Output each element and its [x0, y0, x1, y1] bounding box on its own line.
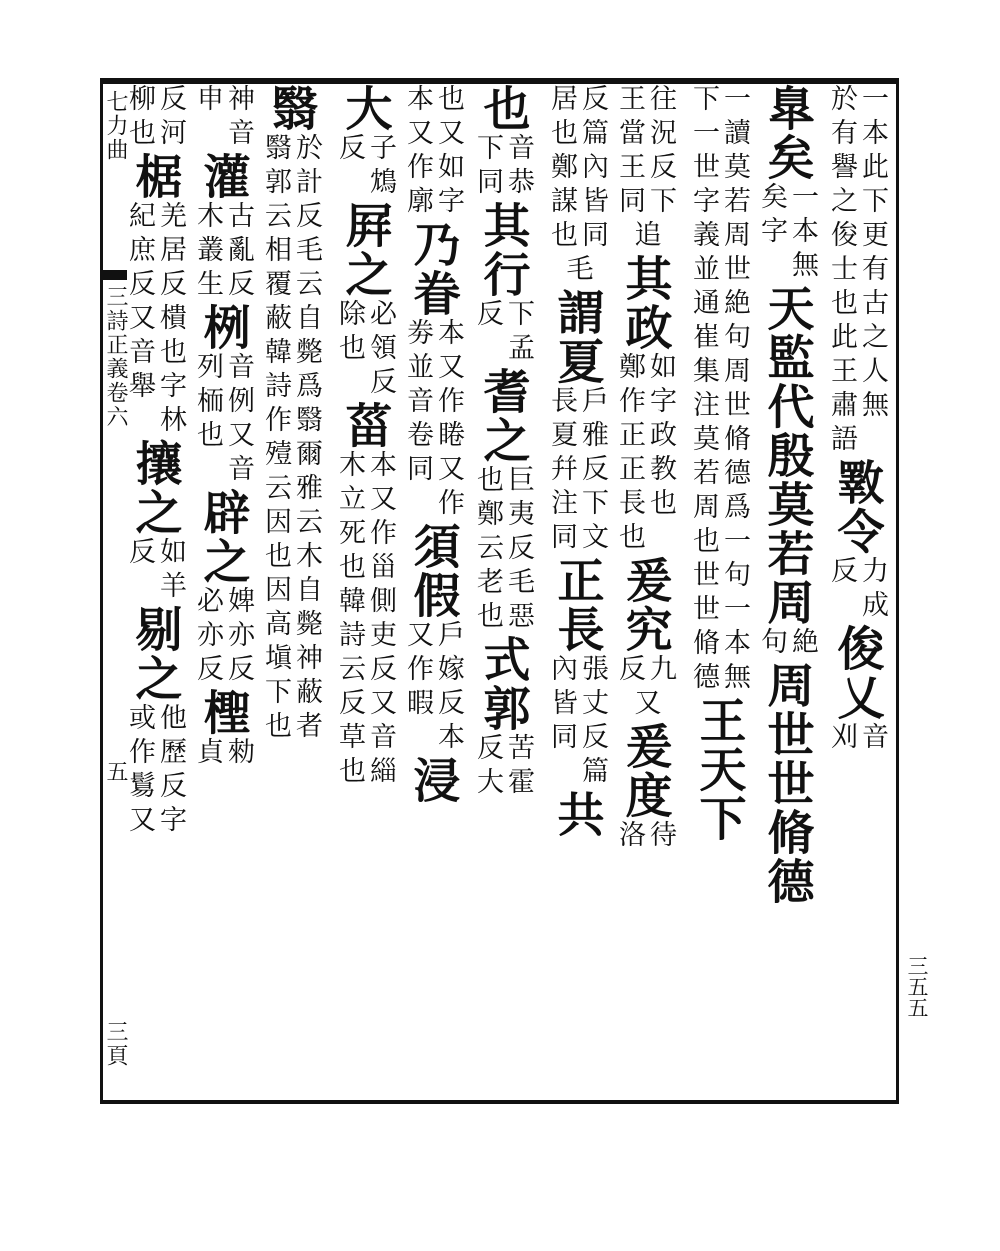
margin-top-label: 七力曲 — [103, 90, 128, 162]
annotation-right-line: 音恭 — [503, 133, 534, 201]
annotation-pair — [828, 84, 886, 458]
annotation-right-line: 勑 — [223, 737, 254, 771]
annotation-left-line: 王當王同 — [614, 84, 645, 220]
annotation-right-line: 如羊 — [155, 537, 186, 605]
headword-text: 栵 — [195, 303, 251, 352]
annotation-right-line: 他歷反字 — [155, 703, 186, 839]
annotation-pair — [629, 220, 661, 254]
annotation-pair — [616, 84, 674, 220]
annotation-left-line: 內皆同 — [546, 654, 577, 756]
annotation-left-line: 居也鄭謀也 — [546, 84, 577, 254]
headword-text: 須假 — [405, 522, 461, 620]
annotation-pair — [404, 318, 462, 522]
annotation-right-line: 於計反毛云自斃爲翳爾雅云木自斃神蔽者 — [291, 133, 322, 745]
annotation-right-line: 必領反 — [365, 299, 396, 401]
margin-bottom-label: 三頁 — [103, 1020, 128, 1068]
annotation-pair — [690, 84, 748, 696]
headword-text: 謂夏 — [549, 288, 605, 386]
headword-text: 俊乂 — [829, 624, 885, 722]
annotation-right-line: 巨夷反毛惡 — [503, 465, 534, 635]
annotation-pair — [616, 352, 674, 556]
annotation-left-line: 也鄭云老也 — [472, 465, 503, 635]
annotation-left-line: 紀庶反又音舉 — [124, 201, 155, 405]
headword-text: 菑 — [337, 401, 393, 450]
annotation-left-line: 長夏幷注同 — [546, 386, 577, 556]
headword-text: 灌 — [195, 152, 251, 201]
annotation-pair — [262, 133, 320, 745]
annotation-right-line: 一本此下更有古之人無 — [857, 84, 888, 424]
annotation-right-line: 下孟 — [503, 299, 534, 367]
left-border-rule — [100, 78, 103, 1104]
annotation-pair — [126, 537, 184, 605]
annotation-pair — [548, 84, 606, 254]
headword-text: 天監代殷莫若周 — [759, 284, 815, 627]
annotation-left-line: 或作鬄又 — [124, 703, 155, 839]
annotation-pair — [828, 722, 886, 756]
bottom-border-rule — [100, 1100, 898, 1104]
headword-text: 耆之 — [475, 367, 531, 465]
headword-text: 浸 — [405, 756, 461, 805]
annotation-pair — [828, 556, 886, 624]
headword-text: 其政 — [617, 254, 673, 352]
text-column — [616, 84, 674, 854]
headword-text: 爰究 — [617, 556, 673, 654]
headword-text: 攘之 — [127, 439, 183, 537]
annotation-pair — [194, 352, 252, 488]
annotation-left-line: 劵並音卷同 — [402, 318, 433, 488]
headword-text: 也 — [475, 84, 531, 133]
headword-text: 椐 — [127, 152, 183, 201]
annotation-pair — [126, 84, 184, 152]
annotation-left-line: 反 — [614, 654, 645, 688]
annotation-left-line: 木立死也韓詩云反草也 — [334, 450, 365, 790]
headword-text: 檉 — [195, 688, 251, 737]
annotation-pair — [336, 450, 394, 790]
text-column — [262, 84, 320, 745]
headword-text: 大 — [337, 84, 393, 133]
text-column — [828, 84, 886, 756]
annotation-right-line: 待 — [645, 820, 676, 854]
annotation-right-line: 戶雅反下文 — [577, 386, 608, 556]
annotation-left-line: 列栭也 — [192, 352, 223, 454]
annotation-pair — [404, 84, 462, 220]
annotation-left-line: 翳郭云相覆蔽韓詩作殪云因也因高塡下也 — [260, 133, 291, 745]
annotation-left-line: 反 — [124, 537, 155, 571]
annotation-left-line: 貞 — [192, 737, 223, 771]
annotation-pair — [561, 254, 593, 288]
annotation-right-line: 神音 — [223, 84, 254, 152]
annotation-left-line: 柳也 — [124, 84, 155, 152]
annotation-left-line: 反 — [334, 133, 365, 167]
page-number: 三五五 — [905, 955, 929, 1018]
text-column — [690, 84, 748, 843]
text-column — [336, 84, 394, 790]
headword-text: 其行 — [475, 201, 531, 299]
annotation-pair — [194, 737, 252, 771]
right-border-rule — [896, 78, 899, 1104]
headword-text: 辟之 — [195, 488, 251, 586]
annotation-right-line: 絶 — [787, 627, 818, 661]
annotation-left-line: 反 — [472, 299, 503, 333]
annotation-pair — [336, 133, 394, 201]
headword-text: 剔之 — [127, 605, 183, 703]
annotation-right-line: 本又作睠又作 — [433, 318, 464, 522]
annotation-left-line: 反大 — [472, 733, 503, 801]
annotation-left-line: 本又作廓 — [402, 84, 433, 220]
annotation-right-line: 反河 — [155, 84, 186, 152]
annotation-right-line: 音 — [857, 722, 888, 756]
annotation-pair — [616, 654, 674, 688]
annotation-right-line: 苦霍 — [503, 733, 534, 801]
annotation-left-line: 下同 — [472, 133, 503, 201]
annotation-left-line: 於有譽之俊士也此王肅語 — [826, 84, 857, 458]
text-column — [194, 84, 252, 771]
annotation-left-line: 句 — [756, 627, 787, 661]
annotation-pair — [616, 820, 674, 854]
headword-text: 臯矣 — [759, 84, 815, 182]
headword-text: 爰度 — [617, 722, 673, 820]
annotation-left-line: 洛 — [614, 820, 645, 854]
margin-book-title: 三詩正義卷六 — [103, 285, 128, 429]
annotation-right-line: 戶嫁反本 — [433, 620, 464, 756]
annotation-pair — [336, 299, 394, 401]
headword-text: 周世世脩德 — [759, 661, 815, 906]
annotation-right-line: 本又作甾側吏反又音緇 — [365, 450, 396, 790]
annotation-left-line: 必亦反 — [192, 586, 223, 688]
annotation-right-line: 力成 — [857, 556, 888, 624]
annotation-right-line: 一本無 — [787, 182, 818, 284]
text-column — [404, 84, 462, 805]
headword-text: 斁 — [829, 458, 885, 507]
annotation-pair — [126, 201, 184, 439]
annotation-right-line: 古亂反 — [223, 201, 254, 303]
text-column — [126, 84, 184, 839]
annotation-right-line: 音例又音 — [223, 352, 254, 488]
headword-text: 乃眷 — [405, 220, 461, 318]
annotation-right-line: 毛 — [561, 254, 593, 288]
annotation-pair — [474, 733, 532, 801]
annotation-left-line: 又作暇 — [402, 620, 433, 722]
annotation-pair — [474, 299, 532, 367]
annotation-right-line: 反篇內皆同 — [577, 84, 608, 254]
margin-folio: 五 — [103, 760, 128, 784]
annotation-pair — [404, 620, 462, 756]
annotation-right-line: 往況反下 — [645, 84, 676, 220]
headword-text: 翳 — [263, 84, 319, 133]
annotation-pair — [474, 465, 532, 635]
headword-text: 共 — [549, 790, 605, 839]
annotation-right-line: 如字政教也 — [645, 352, 676, 522]
annotation-pair — [758, 182, 816, 284]
headword-text: 王天下 — [691, 696, 747, 843]
annotation-pair — [194, 586, 252, 688]
headword-text: 令 — [829, 507, 885, 556]
annotation-pair — [194, 201, 252, 303]
annotation-left-line: 刈 — [826, 722, 857, 756]
text-column — [758, 84, 816, 906]
annotation-left-line: 除也 — [334, 299, 365, 367]
headword-text: 式郭 — [475, 635, 531, 733]
annotation-right-line: 又 — [629, 688, 661, 722]
annotation-pair — [548, 654, 606, 790]
headword-text: 正長 — [549, 556, 605, 654]
annotation-left-line: 矣字 — [756, 182, 787, 250]
annotation-left-line: 鄭作正正長也 — [614, 352, 645, 556]
annotation-right-line: 也又如字 — [433, 84, 464, 220]
annotation-left-line: 反 — [826, 556, 857, 590]
annotation-right-line: 張丈反篇 — [577, 654, 608, 790]
annotation-pair — [126, 703, 184, 839]
annotation-right-line: 婢亦反 — [223, 586, 254, 688]
annotation-pair — [758, 627, 816, 661]
annotation-pair — [194, 84, 252, 152]
annotation-pair — [548, 386, 606, 556]
headword-text: 屛之 — [337, 201, 393, 299]
annotation-left-line: 下一世字義並通崔集注莫若周也世世脩德 — [688, 84, 719, 696]
annotation-right-line: 子鴆 — [365, 133, 396, 201]
annotation-pair — [474, 133, 532, 201]
annotation-left-line: 申 — [192, 84, 223, 118]
annotation-pair — [629, 688, 661, 722]
annotation-right-line: 追 — [629, 220, 661, 254]
annotation-right-line: 一讀莫若周世絶句周世脩德爲一句一本無 — [719, 84, 750, 696]
text-column — [474, 84, 532, 801]
annotation-right-line: 羌居反樻也字林 — [155, 201, 186, 439]
text-column — [548, 84, 606, 839]
annotation-left-line: 木叢生 — [192, 201, 223, 303]
annotation-right-line: 九 — [645, 654, 676, 688]
